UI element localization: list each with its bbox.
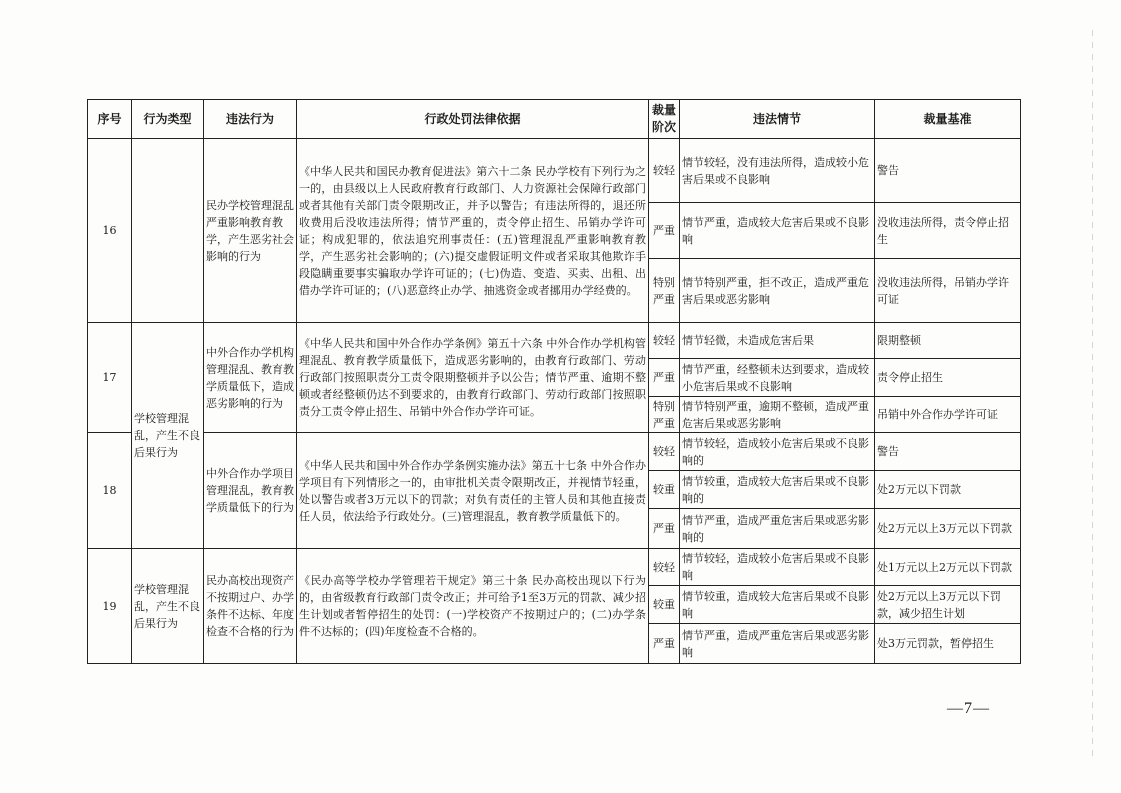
legal-basis: 《民办高等学校办学管理若干规定》第三十条 民办高校出现以下行为的，由省级教育行政部门责令改正；并可给予1至3万元的罚款、减少招生计划或者暂停招生的处罚：(一)学校资产不按期过户的；(二)办学条件不达标的；(四)年度检查不合格的。 <box>297 549 649 664</box>
discretion-standard: 没收违法所得，责令停止招生 <box>875 203 1021 259</box>
col-header-level: 裁量阶次 <box>649 100 680 139</box>
discretion-standard: 警告 <box>875 139 1021 203</box>
col-header-act: 违法行为 <box>204 100 297 139</box>
violation-act: 中外合作办学机构管理混乱、教育教学质量低下，造成恶劣影响的行为 <box>204 323 297 433</box>
row-number: 16 <box>88 139 132 323</box>
violation-act: 民办高校出现资产不按期过户、办学条件不达标、年度检查不合格的行为 <box>204 549 297 664</box>
col-header-type: 行为类型 <box>132 100 204 139</box>
legal-basis: 《中华人民共和国中外合作办学条例》第五十六条 中外合作办学机构管理混乱、教育教学质量低下，造成恶劣影响的，由教育行政部门、劳动行政部门按照职责分工责令限期整顿并予以公告；情节严重、逾期不整顿或者经整顿仍达不到要求的，由教育行政部门、劳动行政部门按照职责分工责令停止招生、吊销中外合作办学许可证。 <box>297 323 649 433</box>
discretion-standard: 没收违法所得，吊销办学许可证 <box>875 259 1021 323</box>
discretion-level: 较重 <box>649 471 680 509</box>
header-row <box>88 100 1021 139</box>
discretion-standard: 责令停止招生 <box>875 359 1021 397</box>
discretion-level: 特别严重 <box>649 259 680 323</box>
behavior-type: 学校管理混乱，产生不良后果行为 <box>132 323 204 549</box>
col-header-detail: 违法情节 <box>680 100 875 139</box>
discretion-level: 较轻 <box>649 323 680 359</box>
table-row <box>88 323 1021 359</box>
row-number: 18 <box>88 433 132 549</box>
violation-detail: 情节较轻，造成较小危害后果或不良影响的 <box>680 433 875 471</box>
table-row <box>88 139 1021 203</box>
table-row <box>88 549 1021 586</box>
discretion-standard: 处2万元以上3万元以下罚款 <box>875 509 1021 549</box>
discretion-standard: 处3万元罚款，暂停招生 <box>875 624 1021 664</box>
violation-detail: 情节较轻，造成较小危害后果或不良影响 <box>680 549 875 586</box>
discretion-standard: 处2万元以下罚款 <box>875 471 1021 509</box>
discretion-standard: 处1万元以上2万元以下罚款 <box>875 549 1021 586</box>
behavior-type <box>132 139 204 323</box>
discretion-level: 较轻 <box>649 549 680 586</box>
violation-detail: 情节严重，造成较大危害后果或不良影响 <box>680 203 875 259</box>
violation-detail: 情节严重，造成严重危害后果或恶劣影响 <box>680 624 875 664</box>
discretion-level: 特别严重 <box>649 397 680 433</box>
page-number: —7— <box>947 700 990 717</box>
col-header-basis: 行政处罚法律依据 <box>297 100 649 139</box>
discretion-standard: 处2万元以上3万元以下罚款，减少招生计划 <box>875 586 1021 624</box>
violation-detail: 情节轻微，未造成危害后果 <box>680 323 875 359</box>
violation-detail: 情节特别严重，逾期不整顿，造成严重危害后果或恶劣影响 <box>680 397 875 433</box>
row-number: 17 <box>88 323 132 433</box>
discretion-level: 严重 <box>649 624 680 664</box>
discretion-level: 较轻 <box>649 433 680 471</box>
discretion-standard: 吊销中外合作办学许可证 <box>875 397 1021 433</box>
violation-detail: 情节严重，造成严重危害后果或恶劣影响的 <box>680 509 875 549</box>
table-row <box>88 433 1021 471</box>
penalty-discretion-table <box>87 99 1021 664</box>
col-header-standard: 裁量基准 <box>875 100 1021 139</box>
behavior-type: 学校管理混乱，产生不良后果行为 <box>132 549 204 664</box>
violation-detail: 情节特别严重，拒不改正，造成严重危害后果或恶劣影响 <box>680 259 875 323</box>
discretion-level: 严重 <box>649 509 680 549</box>
violation-detail: 情节较轻，没有违法所得，造成较小危害后果或不良影响 <box>680 139 875 203</box>
discretion-standard: 警告 <box>875 433 1021 471</box>
scan-edge-line <box>1092 30 1093 760</box>
violation-act: 民办学校管理混乱严重影响教育教学，产生恶劣社会影响的行为 <box>204 139 297 323</box>
violation-detail: 情节较重，造成较大危害后果或不良影响的 <box>680 471 875 509</box>
legal-basis: 《中华人民共和国中外合作办学条例实施办法》第五十七条 中外合作办学项目有下列情形之一的，由审批机关责令限期改正，并视情节轻重，处以警告或者3万元以下的罚款；对负有责任的主管人员和其他直接责任人员，依法给予行政处分。(三)管理混乱，教育教学质量低下的。 <box>297 433 649 549</box>
violation-detail: 情节较重，造成较大危害后果或不良影响 <box>680 586 875 624</box>
row-number: 19 <box>88 549 132 664</box>
discretion-level: 严重 <box>649 203 680 259</box>
discretion-standard: 限期整顿 <box>875 323 1021 359</box>
discretion-level: 较重 <box>649 586 680 624</box>
violation-detail: 情节严重，经整顿未达到要求，造成较小危害后果或不良影响 <box>680 359 875 397</box>
col-header-seq: 序号 <box>88 100 132 139</box>
legal-basis: 《中华人民共和国民办教育促进法》第六十二条 民办学校有下列行为之一的，由县级以上人民政府教育行政部门、人力资源社会保障行政部门或者其他有关部门责令限期改正，并予以警告；有违法所得的，退还所收费用后没收违法所得；情节严重的，责令停止招生、吊销办学许可证；构成犯罪的，依法追究刑事责任：(五)管理混乱严重影响教育教学，产生恶劣社会影响的；(六)提交虚假证明文件或者采取其他欺诈手段隐瞒重要事实骗取办学许可证的；(七)伪造、变造、买卖、出租、出借办学许可证的；(八)恶意终止办学、抽逃资金或者挪用办学经费的。 <box>297 139 649 323</box>
discretion-level: 较轻 <box>649 139 680 203</box>
violation-act: 中外合作办学项目管理混乱，教育教学质量低下的行为 <box>204 433 297 549</box>
discretion-level: 严重 <box>649 359 680 397</box>
